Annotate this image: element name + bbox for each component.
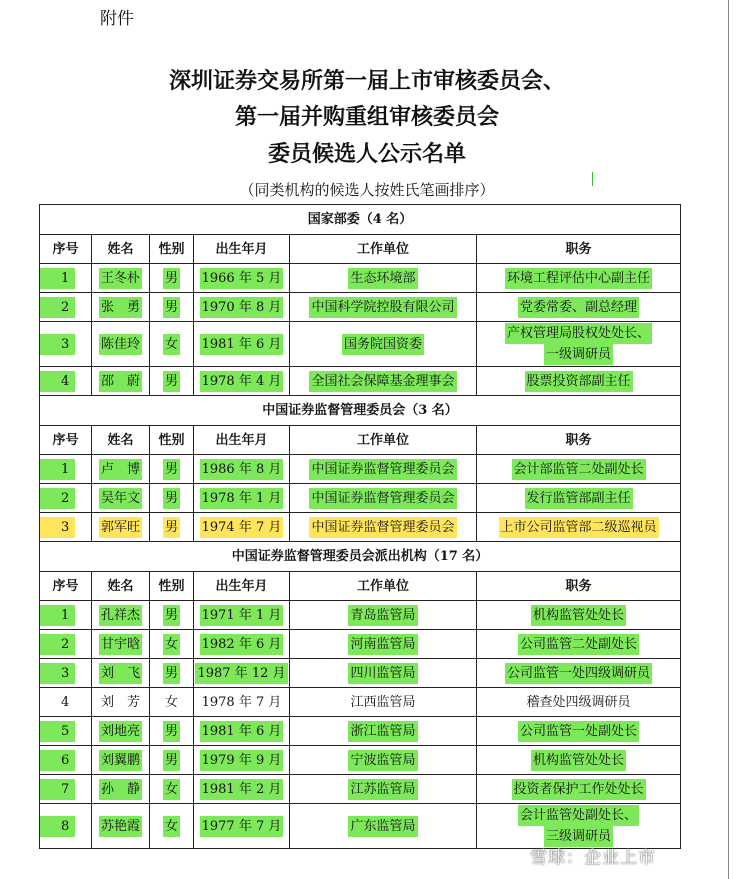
position-cell xyxy=(477,804,681,849)
position-cell xyxy=(477,717,681,746)
candidate-name-cell xyxy=(92,264,150,293)
row-number: 2 xyxy=(40,297,75,318)
column-header: 姓名 xyxy=(92,235,150,264)
candidate-gender-cell xyxy=(150,775,194,804)
candidate-gender-cell xyxy=(150,264,194,293)
column-header: 出生年月 xyxy=(194,572,290,601)
column-header: 姓名 xyxy=(92,426,150,455)
section-header-row xyxy=(40,542,681,572)
table-row xyxy=(40,322,681,367)
candidate-name-cell xyxy=(92,630,150,659)
row-number: 1 xyxy=(40,459,75,480)
candidate-name: 刘地亮 xyxy=(99,721,142,742)
candidate-name-cell xyxy=(92,367,150,396)
birth-date-cell xyxy=(194,293,290,322)
birth-date: 1970 年 8 月 xyxy=(200,297,284,318)
birth-date-cell xyxy=(194,455,290,484)
candidate-gender-cell xyxy=(150,293,194,322)
candidate-gender: 女 xyxy=(163,334,180,355)
birth-date-cell xyxy=(194,746,290,775)
birth-date-cell xyxy=(194,659,290,688)
row-number-cell xyxy=(40,601,92,630)
birth-date-cell xyxy=(194,717,290,746)
candidate-gender: 男 xyxy=(163,605,180,626)
table-row xyxy=(40,717,681,746)
row-number-cell xyxy=(40,484,92,513)
work-unit: 江苏监管局 xyxy=(348,779,417,800)
candidate-gender: 男 xyxy=(163,517,180,538)
table-row xyxy=(40,804,681,849)
birth-date: 1978 年 7 月 xyxy=(201,694,282,710)
candidate-name: 郭军旺 xyxy=(99,517,142,538)
row-number: 1 xyxy=(40,268,75,289)
work-unit-cell xyxy=(290,630,477,659)
row-number-cell xyxy=(40,775,92,804)
candidate-name-cell xyxy=(92,601,150,630)
column-header: 职务 xyxy=(477,235,681,264)
candidate-gender-cell xyxy=(150,484,194,513)
work-unit-cell xyxy=(290,513,477,542)
candidate-name-cell xyxy=(92,688,150,717)
candidate-gender-cell xyxy=(150,746,194,775)
work-unit-cell xyxy=(290,688,477,717)
row-number: 3 xyxy=(40,517,75,538)
section-title: 国家部委（4 名） xyxy=(40,205,681,235)
table-row xyxy=(40,775,681,804)
section-header-row xyxy=(40,396,681,426)
candidate-name-cell xyxy=(92,775,150,804)
attachment-label: 附件 xyxy=(100,9,134,29)
column-header: 工作单位 xyxy=(290,572,477,601)
birth-date: 1981 年 6 月 xyxy=(200,721,284,742)
column-header: 序号 xyxy=(40,572,92,601)
row-number-cell xyxy=(40,746,92,775)
column-header: 出生年月 xyxy=(194,426,290,455)
row-number-cell xyxy=(40,293,92,322)
table-row xyxy=(40,513,681,542)
column-header: 性别 xyxy=(150,426,194,455)
candidate-gender: 女 xyxy=(163,634,180,655)
candidate-gender: 男 xyxy=(163,663,180,684)
row-number: 2 xyxy=(40,634,75,655)
position-cell xyxy=(477,484,681,513)
table-row xyxy=(40,484,681,513)
work-unit: 广东监管局 xyxy=(348,816,417,837)
position-line: 三级调研员 xyxy=(544,826,613,847)
position-line: 党委常委、副总经理 xyxy=(518,297,639,318)
position-cell xyxy=(477,601,681,630)
birth-date: 1971 年 1 月 xyxy=(200,605,284,626)
position-line: 投资者保护工作处处长 xyxy=(512,779,646,800)
birth-date-cell xyxy=(194,688,290,717)
row-number: 7 xyxy=(40,779,75,800)
candidate-name: 刘 飞 xyxy=(99,663,142,684)
column-header: 工作单位 xyxy=(290,426,477,455)
candidate-gender: 男 xyxy=(163,488,180,509)
row-number-cell xyxy=(40,322,92,367)
candidate-gender: 女 xyxy=(163,816,180,837)
work-unit: 中国证券监督管理委员会 xyxy=(309,517,456,538)
birth-date-cell xyxy=(194,601,290,630)
birth-date: 1986 年 8 月 xyxy=(200,459,284,480)
table-row xyxy=(40,601,681,630)
position-line: 产权管理局股权处处长、 xyxy=(505,323,652,344)
column-header: 姓名 xyxy=(92,572,150,601)
title-line-3: 委员候选人公示名单 xyxy=(267,141,466,167)
work-unit-cell xyxy=(290,322,477,367)
candidate-name-cell xyxy=(92,484,150,513)
candidate-gender-cell xyxy=(150,322,194,367)
row-number: 4 xyxy=(61,694,70,710)
row-number-cell xyxy=(40,804,92,849)
work-unit: 浙江监管局 xyxy=(348,721,417,742)
table-row xyxy=(40,367,681,396)
row-number-cell xyxy=(40,717,92,746)
position-line: 环境工程评估中心副主任 xyxy=(505,268,652,289)
column-header: 出生年月 xyxy=(194,235,290,264)
position-cell xyxy=(477,293,681,322)
birth-date-cell xyxy=(194,264,290,293)
position-cell xyxy=(477,775,681,804)
candidate-gender: 男 xyxy=(163,371,180,392)
column-header: 工作单位 xyxy=(290,235,477,264)
title-line-1: 深圳证券交易所第一届上市审核委员会、 xyxy=(168,68,565,94)
birth-date: 1966 年 5 月 xyxy=(200,268,284,289)
column-header: 性别 xyxy=(150,235,194,264)
candidate-name: 邵 蔚 xyxy=(99,371,142,392)
birth-date-cell xyxy=(194,630,290,659)
candidate-gender-cell xyxy=(150,717,194,746)
work-unit: 中国科学院控股有限公司 xyxy=(309,297,456,318)
row-number-cell xyxy=(40,630,92,659)
table-row xyxy=(40,264,681,293)
candidate-name: 孔祥杰 xyxy=(99,605,142,626)
candidate-name: 张 勇 xyxy=(99,297,142,318)
candidate-name-cell xyxy=(92,659,150,688)
candidate-gender-cell xyxy=(150,367,194,396)
section-title: 中国证券监督管理委员会派出机构（17 名） xyxy=(40,542,681,572)
candidate-name-cell xyxy=(92,746,150,775)
table-row xyxy=(40,630,681,659)
position-line: 一级调研员 xyxy=(544,344,613,365)
subtitle: （同类机构的候选人按姓氏笔画排序） xyxy=(239,181,495,199)
candidate-gender-cell xyxy=(150,601,194,630)
birth-date-cell xyxy=(194,513,290,542)
work-unit: 江西监管局 xyxy=(350,694,416,710)
candidate-name-cell xyxy=(92,455,150,484)
candidate-name-cell xyxy=(92,717,150,746)
work-unit-cell xyxy=(290,746,477,775)
row-number: 8 xyxy=(40,816,75,837)
row-number: 4 xyxy=(40,371,75,392)
birth-date-cell xyxy=(194,322,290,367)
birth-date: 1979 年 9 月 xyxy=(200,750,284,771)
work-unit-cell xyxy=(290,293,477,322)
position-line: 稽查处四级调研员 xyxy=(526,694,631,710)
candidate-gender: 女 xyxy=(163,779,180,800)
column-header: 性别 xyxy=(150,572,194,601)
candidate-name: 刘翼鹏 xyxy=(99,750,142,771)
candidate-name: 苏艳霞 xyxy=(99,816,142,837)
column-header-row xyxy=(40,426,681,455)
birth-date: 1978 年 1 月 xyxy=(200,488,284,509)
position-cell xyxy=(477,659,681,688)
row-number: 2 xyxy=(40,488,75,509)
position-line: 机构监管处处长 xyxy=(531,750,626,771)
birth-date-cell xyxy=(194,804,290,849)
position-line: 机构监管处处长 xyxy=(531,605,626,626)
candidate-gender: 男 xyxy=(163,459,180,480)
table-row xyxy=(40,746,681,775)
position-line: 会计监管处副处长、 xyxy=(518,805,639,826)
row-number: 1 xyxy=(40,605,75,626)
row-number: 6 xyxy=(40,750,75,771)
birth-date: 1977 年 7 月 xyxy=(200,816,284,837)
work-unit: 青岛监管局 xyxy=(348,605,417,626)
section-title: 中国证券监督管理委员会（3 名） xyxy=(40,396,681,426)
row-number: 3 xyxy=(40,334,75,355)
work-unit-cell xyxy=(290,659,477,688)
candidate-name: 孙 静 xyxy=(99,779,142,800)
birth-date: 1987 年 12 月 xyxy=(195,663,287,684)
row-number: 3 xyxy=(40,663,75,684)
position-line: 公司监管一处四级调研员 xyxy=(505,663,652,684)
position-cell xyxy=(477,367,681,396)
text-cursor xyxy=(592,172,593,186)
candidate-table xyxy=(39,204,681,849)
candidate-gender: 男 xyxy=(163,721,180,742)
title-line-2: 第一届并购重组审核委员会 xyxy=(234,104,499,130)
table-row xyxy=(40,688,681,717)
position-cell xyxy=(477,264,681,293)
row-number-cell xyxy=(40,659,92,688)
watermark: 雪球：企业上市 xyxy=(530,848,656,868)
position-cell xyxy=(477,455,681,484)
row-number-cell xyxy=(40,367,92,396)
candidate-name-cell xyxy=(92,293,150,322)
position-line: 发行监管部副主任 xyxy=(525,488,633,509)
birth-date-cell xyxy=(194,367,290,396)
work-unit: 四川监管局 xyxy=(348,663,417,684)
candidate-gender: 男 xyxy=(163,297,180,318)
work-unit: 全国社会保障基金理事会 xyxy=(309,371,456,392)
column-header: 序号 xyxy=(40,235,92,264)
position-cell xyxy=(477,513,681,542)
column-header: 职务 xyxy=(477,572,681,601)
candidate-gender: 女 xyxy=(164,694,178,710)
row-number-cell xyxy=(40,455,92,484)
row-number-cell xyxy=(40,264,92,293)
candidate-name: 刘 芳 xyxy=(100,694,140,710)
position-cell xyxy=(477,322,681,367)
birth-date: 1978 年 4 月 xyxy=(200,371,284,392)
candidate-name: 甘宇晗 xyxy=(99,634,142,655)
candidate-name: 吴年文 xyxy=(99,488,142,509)
work-unit: 中国证券监督管理委员会 xyxy=(309,488,456,509)
candidate-gender-cell xyxy=(150,455,194,484)
candidate-name: 王冬朴 xyxy=(99,268,142,289)
candidate-gender-cell xyxy=(150,659,194,688)
candidate-name-cell xyxy=(92,513,150,542)
column-header-row xyxy=(40,572,681,601)
candidate-gender-cell xyxy=(150,688,194,717)
row-number: 5 xyxy=(40,721,75,742)
birth-date-cell xyxy=(194,775,290,804)
work-unit: 宁波监管局 xyxy=(348,750,417,771)
work-unit: 生态环境部 xyxy=(348,268,417,289)
candidate-name: 卢 博 xyxy=(99,459,142,480)
row-number-cell xyxy=(40,513,92,542)
candidate-gender: 男 xyxy=(163,268,180,289)
work-unit-cell xyxy=(290,264,477,293)
position-cell xyxy=(477,630,681,659)
section-header-row xyxy=(40,205,681,235)
table-row xyxy=(40,659,681,688)
position-line: 股票投资部副主任 xyxy=(525,371,633,392)
birth-date: 1982 年 6 月 xyxy=(200,634,284,655)
column-header: 职务 xyxy=(477,426,681,455)
work-unit: 中国证券监督管理委员会 xyxy=(309,459,456,480)
table-row xyxy=(40,455,681,484)
birth-date: 1981 年 2 月 xyxy=(200,779,284,800)
column-header-row xyxy=(40,235,681,264)
column-header: 序号 xyxy=(40,426,92,455)
work-unit-cell xyxy=(290,367,477,396)
birth-date-cell xyxy=(194,484,290,513)
position-cell xyxy=(477,688,681,717)
candidate-gender: 男 xyxy=(163,750,180,771)
position-line: 会计部监管二处副处长 xyxy=(512,459,646,480)
candidate-name-cell xyxy=(92,322,150,367)
work-unit-cell xyxy=(290,601,477,630)
work-unit-cell xyxy=(290,804,477,849)
position-line: 公司监管一处副处长 xyxy=(518,721,639,742)
candidate-name: 陈佳玲 xyxy=(99,334,142,355)
birth-date: 1974 年 7 月 xyxy=(200,517,284,538)
table-row xyxy=(40,293,681,322)
position-cell xyxy=(477,746,681,775)
work-unit-cell xyxy=(290,717,477,746)
candidate-gender-cell xyxy=(150,630,194,659)
work-unit: 河南监管局 xyxy=(348,634,417,655)
candidate-name-cell xyxy=(92,804,150,849)
birth-date: 1981 年 6 月 xyxy=(200,334,284,355)
row-number-cell xyxy=(40,688,92,717)
position-line: 上市公司监管部二级巡视员 xyxy=(499,517,659,538)
candidate-gender-cell xyxy=(150,804,194,849)
candidate-gender-cell xyxy=(150,513,194,542)
position-line: 公司监管二处副处长 xyxy=(518,634,639,655)
work-unit-cell xyxy=(290,484,477,513)
work-unit: 国务院国资委 xyxy=(342,334,424,355)
work-unit-cell xyxy=(290,455,477,484)
work-unit-cell xyxy=(290,775,477,804)
